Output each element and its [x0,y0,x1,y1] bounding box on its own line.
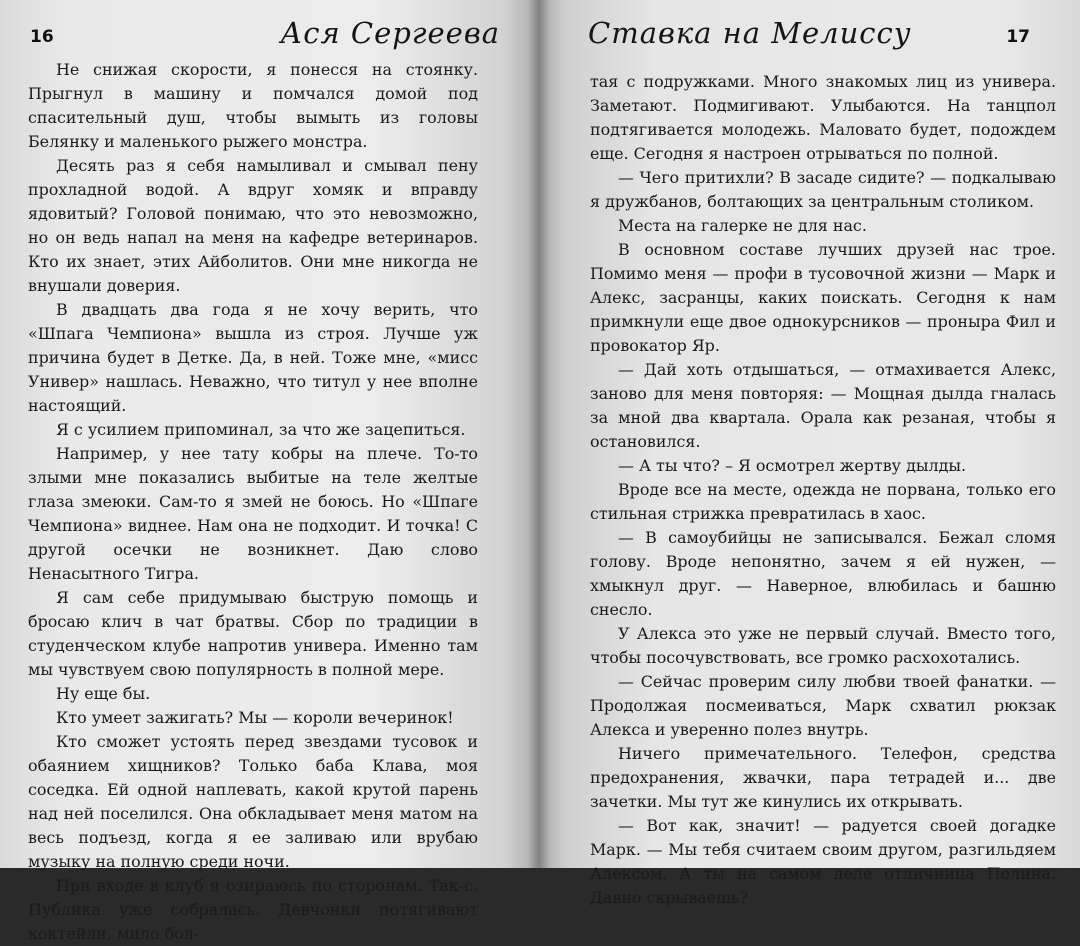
right-page [538,0,1080,907]
paragraph: Не снижая скорости, я понесся на стоянку. Прыгнул в машину и помчался домой под спасительный душ, чтобы вымыть из головы Белянку и маленького рыжего монстра. [28,60,478,151]
paragraph: В основном составе лучших друзей нас трое. Помимо меня — профи в тусовочной жизни — Марк и Алекс, засранцы, каких поискать. Сегодня к нам примкнули еще двое однокурсников — проныра Фил и провокатор Яр. [590,240,1056,355]
paragraph: — В самоубийцы не записывался. Бежал сломя голову. Вроде непонятно, зачем я ей нужен, — хмыкнул друг. — Наверное, влюбилась и башню снесло. [590,528,1056,619]
book-gutter-shadow [528,0,550,868]
paragraph: Вроде все на месте, одежда не порвана, только его стильная стрижка превратилась в хаос. [590,480,1056,523]
paragraph: Кто сможет устоять перед звездами тусовок и обаянием хищников? Только баба Клава, моя соседка. Ей одной наплевать, какой крутой парень над ней поселился. Она обкладывает меня матом на весь подъезд, когда я ее заливаю или врубаю музыку на полную среди ночи. [28,732,478,871]
left-page [0,0,538,943]
right-page-body [590,70,1056,910]
paragraph: Кто умеет зажигать? Мы — короли вечеринок! [56,708,454,727]
left-page-body [28,58,478,946]
page-number: 17 [1006,27,1030,47]
paragraph: Ну еще бы. [56,684,151,703]
running-header-title: Ставка на Мелиссу [588,16,912,50]
paragraph: — А ты что? – Я осмотрел жертву дылды. [618,456,967,475]
paragraph: — Чего притихли? В засаде сидите? — подкалываю я дружбанов, болтающих за центральным столиком. [590,168,1056,211]
paragraph: — Вот как, значит! — радуется своей догадке Марк. — Мы тебя считаем своим другом, разгильдяем Алексом. А ты на самом деле отличница Полина. Давно скрываешь? [590,816,1056,907]
paragraph: Места на галерке не для нас. [618,216,867,235]
paragraph: — Сейчас проверим силу любви твоей фанатки. — Продолжая посмеиваться, Марк схватил рюкзак Алекса и уверенно полез внутрь. [590,672,1056,739]
paragraph: тая с подружками. Много знакомых лиц из универа. Заметают. Подмигивают. Улыбаются. На танцпол подтягивается молодежь. Маловато будет, подождем еще. Сегодня я настроен отрываться по полной. [590,72,1056,163]
paragraph: — Дай хоть отдышаться, — отмахивается Алекс, заново для меня повторяя: — Мощная дылда гналась за мной два квартала. Орала как резаная, чтобы я остановился. [590,360,1056,451]
paragraph: У Алекса это уже не первый случай. Вместо того, чтобы посочувствовать, все громко расхохотались. [590,624,1056,667]
paragraph: При входе в клуб я озираюсь по сторонам. Так-с. Публика уже собралась. Девчонки потягивают коктейли, мило бол- [28,876,478,943]
paragraph: В двадцать два года я не хочу верить, что «Шпага Чемпиона» вышла из строя. Лучше уж причина будет в Детке. Да, в ней. Тоже мне, «мисс Универ» нашлась. Неважно, что титул у нее вполне настоящий. [28,300,478,415]
paragraph: Десять раз я себя намыливал и смывал пену прохладной водой. А вдруг хомяк и вправду ядовитый? Головой понимаю, что это невозможно, но он ведь напал на меня на кафедре ветеринаров. Кто их знает, этих Айболитов. Они мне никогда не внушали доверия. [28,156,478,295]
paragraph: Например, у нее тату кобры на плече. То-то злыми мне показались выбитые на теле желтые глаза змеюки. Сам-то я змей не боюсь. Но «Шпаге Чемпиона» виднее. Нам она не подходит. И точка! С другой осечки не возникнет. Даю слово Ненасытного Тигра. [28,444,478,583]
running-header-author: Ася Сергеева [280,16,500,50]
page-number: 16 [30,27,54,47]
paragraph: Я сам себе придумываю быструю помощь и бросаю клич в чат братвы. Сбор по традиции в студенческом клубе напротив универа. Именно там мы чувствуем свою популярность в полной мере. [28,588,478,679]
paragraph: Ничего примечательного. Телефон, средства предохранения, жвачки, пара тетрадей и... две зачетки. Мы тут же кинулись их открывать. [590,744,1056,811]
paragraph: Я с усилием припоминал, за что же зацепиться. [56,420,466,439]
